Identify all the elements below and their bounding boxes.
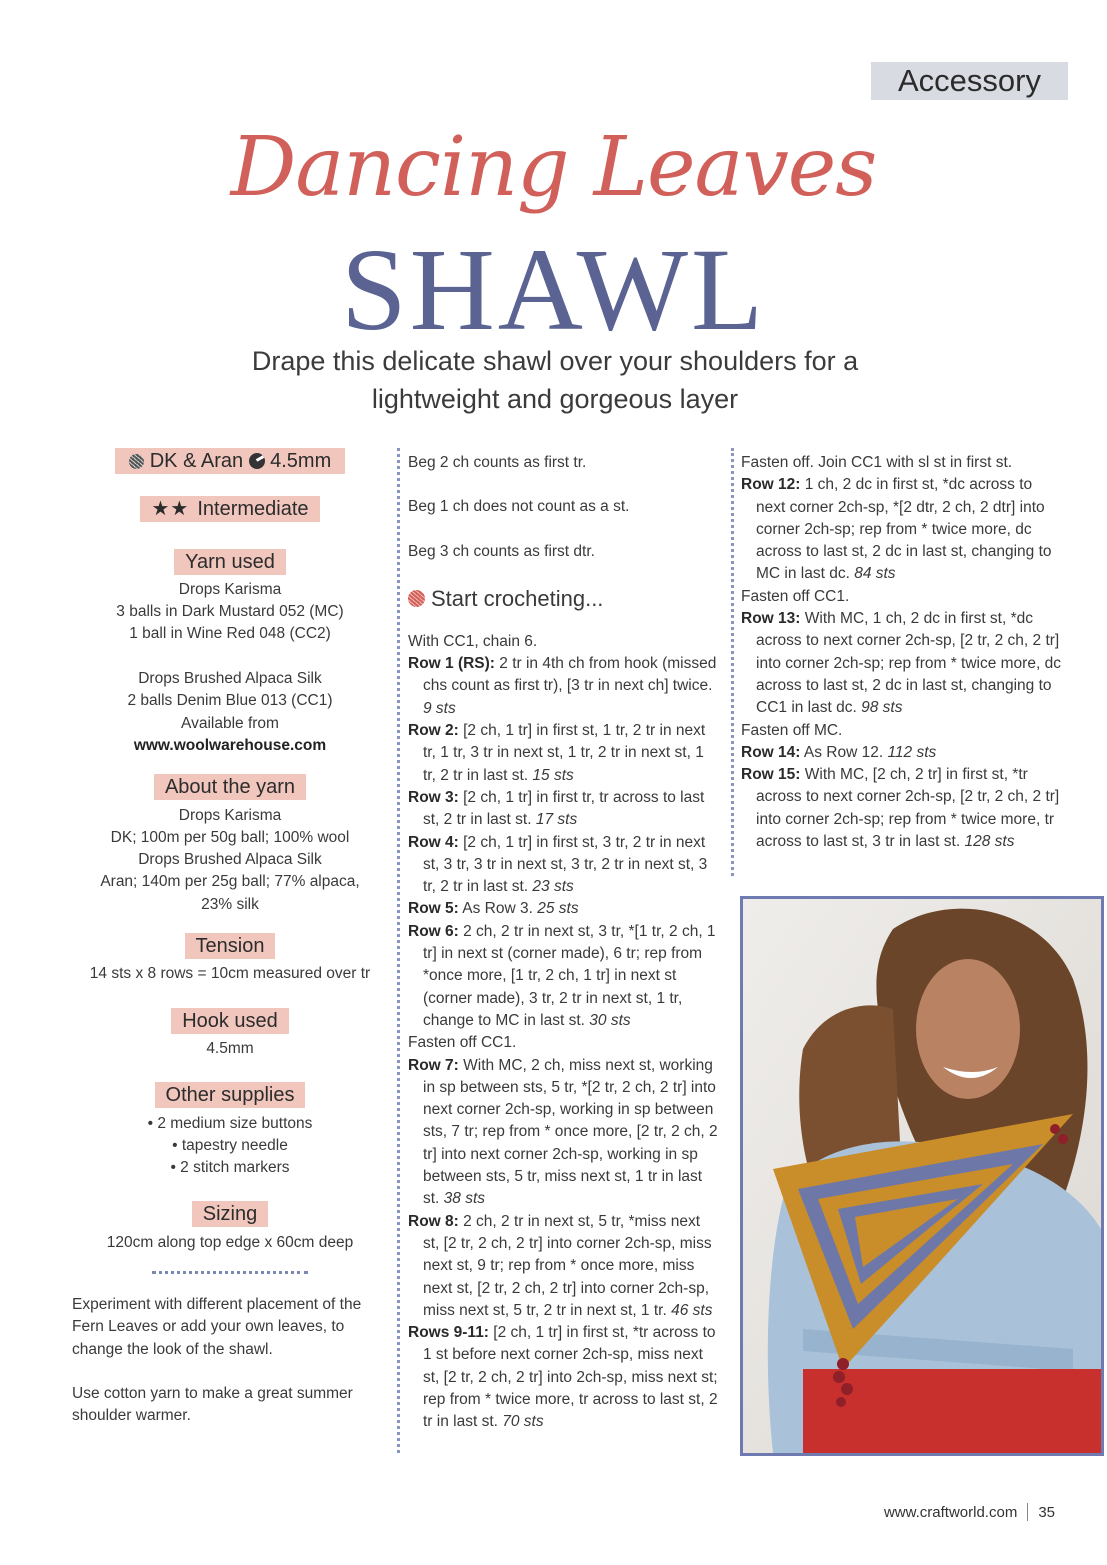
other-supplies-heading: Other supplies bbox=[155, 1082, 306, 1108]
about-yarn-lines bbox=[72, 805, 388, 916]
stockist-link[interactable]: www.woolwarehouse.com bbox=[133, 736, 327, 754]
dotted-divider bbox=[152, 1271, 308, 1274]
category-tag: Accessory bbox=[871, 62, 1068, 100]
row-instructions: Fasten off CC1. bbox=[741, 587, 850, 605]
footer-url[interactable]: www.craftworld.com bbox=[883, 1504, 1018, 1521]
row-label: Row 3: bbox=[408, 788, 459, 806]
row-instructions: With MC, 1 ch, 2 dc in first st, *dc across to next corner 2ch-sp, [2 tr, 2 ch, 2 tr] into corner 2ch-sp; rep from * twice more, dc across to last st, 2 dc in last st, changing to CC1 in last dc. bbox=[756, 610, 1061, 717]
weight-hook-badge bbox=[115, 448, 346, 474]
yarn-used-heading: Yarn used bbox=[174, 549, 286, 575]
row-instructions: 2 ch, 2 tr in next st, 3 tr, *[1 tr, 2 ch, 1 tr] in next st (corner made), 6 tr; rep from *once more, [1 tr, 2 ch, 1 tr] in next st (corner made), 3 tr, 2 tr in next st, 1 tr, change to MC in last st. bbox=[423, 922, 716, 1029]
stitch-count: 30 sts bbox=[589, 1011, 631, 1029]
pattern-row bbox=[408, 1322, 720, 1433]
pattern-rows bbox=[741, 452, 1061, 853]
tip-text: Use cotton yarn to make a great summer shoulder warmer. bbox=[72, 1384, 353, 1425]
row-instructions: With CC1, chain 6. bbox=[408, 632, 538, 650]
hook-icon bbox=[249, 453, 265, 469]
abbreviation-note: Beg 1 ch does not count as a st. bbox=[408, 498, 630, 516]
stitch-count: 25 sts bbox=[537, 900, 579, 918]
row-instructions: Fasten off CC1. bbox=[408, 1034, 517, 1052]
row-instructions: [2 ch, 1 tr] in first st, *tr across to 1 st before next corner 2ch-sp, miss next st, [2 tr, 2 ch, 2 tr] into 2ch-sp, miss next st; rep from * twice more, tr across to last st, 2 tr in last st. bbox=[423, 1324, 718, 1431]
pattern-row bbox=[741, 474, 1061, 585]
pattern-rows bbox=[408, 631, 720, 1434]
row-label: Row 7: bbox=[408, 1056, 459, 1074]
hook-used-section bbox=[72, 1008, 388, 1034]
stitch-count: 84 sts bbox=[854, 565, 896, 583]
row-label: Row 8: bbox=[408, 1212, 459, 1230]
row-instructions: With MC, 2 ch, miss next st, working in sp between sts, 5 tr, *[2 tr, 2 ch, 2 tr] into next corner 2ch-sp, working in sp between sts, 7 tr; rep from * once more, [2 tr, 2 ch, 2 tr] into next corner 2ch-sp, working in sp between sts, 5 tr, miss next st, 1 tr in last st. bbox=[423, 1056, 718, 1208]
page-number: 35 bbox=[1038, 1504, 1055, 1521]
yarn-line: Available from bbox=[181, 714, 279, 732]
pattern-row bbox=[408, 1032, 720, 1054]
subtitle-line-2: lightweight and gorgeous layer bbox=[371, 384, 739, 414]
row-label: Row 5: bbox=[408, 900, 459, 918]
footer-divider bbox=[1027, 1503, 1028, 1521]
abbreviation-note: Beg 2 ch counts as first tr. bbox=[408, 454, 587, 471]
row-label: Row 12: bbox=[741, 476, 801, 494]
pattern-row bbox=[408, 631, 720, 653]
hook-size-text: 4.5mm bbox=[270, 450, 332, 472]
model-photo bbox=[740, 896, 1104, 1456]
row-instructions: As Row 12. bbox=[800, 743, 888, 761]
pattern-row bbox=[741, 720, 1061, 742]
difficulty-row bbox=[72, 496, 388, 522]
subtitle-line-1: Drape this delicate shawl over your shoulders for a bbox=[251, 346, 859, 376]
pattern-row bbox=[408, 653, 720, 720]
row-instructions: 2 tr in 4th ch from hook (missed chs count as first tr), [3 tr in next ch] twice. bbox=[423, 655, 717, 695]
hook-used-heading: Hook used bbox=[171, 1008, 289, 1034]
pattern-row bbox=[741, 608, 1061, 719]
row-instructions: 1 ch, 2 dc in first st, *dc across to next corner 2ch-sp, *[2 dtr, 2 ch, 2 dtr] into corner 2ch-sp; rep from * twice more, dc across to last st, 2 dc in last st, changing to MC in last dc. bbox=[756, 476, 1052, 583]
info-column bbox=[72, 448, 388, 1450]
row-instructions: [2 ch, 1 tr] in first st, 3 tr, 2 tr in next st, 3 tr, 3 tr in next st, 3 tr, 2 tr in next st, 3 tr, 2 tr in last st. bbox=[423, 833, 708, 896]
row-instructions: 2 ch, 2 tr in next st, 5 tr, *miss next st, [2 tr, 2 ch, 2 tr] into corner 2ch-sp, miss next st, 9 tr; rep from * once more, miss next st, [2 tr, 2 ch, 2 tr] into corner 2ch-sp, miss next st, 5 tr, 2 tr in next st, 1 tr. bbox=[423, 1212, 712, 1319]
about-line: 23% silk bbox=[201, 895, 259, 913]
yarn-used-section bbox=[72, 549, 388, 575]
abbreviation-note: Beg 3 ch counts as first dtr. bbox=[408, 542, 595, 560]
tip-text: Experiment with different placement of the Fern Leaves or add your own leaves, to change the look of the shawl. bbox=[72, 1296, 362, 1358]
pattern-row bbox=[408, 720, 720, 787]
stitch-count: 70 sts bbox=[502, 1413, 544, 1431]
about-line: Drops Brushed Alpaca Silk bbox=[138, 851, 322, 869]
difficulty-badge bbox=[140, 496, 319, 522]
pattern-row bbox=[741, 452, 1061, 474]
row-instructions: With MC, [2 ch, 2 tr] in first st, *tr across to next corner 2ch-sp, [2 tr, 2 ch, 2 tr] into corner 2ch-sp; rep from * twice more, tr across to last st, 3 tr in last st. bbox=[756, 766, 1060, 851]
supply-item: • 2 medium size buttons bbox=[147, 1114, 313, 1132]
stitch-count: 38 sts bbox=[443, 1190, 486, 1208]
difficulty-text: Intermediate bbox=[197, 498, 309, 521]
pattern-row bbox=[741, 586, 1061, 608]
weight-text: DK & Aran bbox=[149, 450, 244, 472]
about-line: DK; 100m per 50g ball; 100% wool bbox=[110, 828, 350, 846]
sizing-text: 120cm along top edge x 60cm deep bbox=[106, 1233, 354, 1251]
yarn-ball-icon bbox=[408, 590, 425, 607]
yarn-used-lines bbox=[72, 579, 388, 757]
tension-text: 14 sts x 8 rows = 10cm measured over tr bbox=[89, 965, 371, 983]
pattern-row bbox=[408, 1055, 720, 1211]
yarn-line: Drops Brushed Alpaca Silk bbox=[138, 670, 322, 688]
abbreviations bbox=[408, 452, 720, 563]
page-title: SHAWL bbox=[340, 224, 767, 355]
about-line: Aran; 140m per 25g ball; 77% alpaca, bbox=[100, 873, 360, 891]
stitch-count: 15 sts bbox=[532, 766, 574, 784]
pattern-row bbox=[408, 832, 720, 899]
title-script: Dancing Leaves bbox=[230, 120, 877, 215]
stitch-count: 112 sts bbox=[887, 743, 937, 761]
yarn-line: 1 ball in Wine Red 048 (CC2) bbox=[129, 625, 331, 643]
column-divider bbox=[397, 448, 400, 1453]
stitch-count: 17 sts bbox=[535, 811, 578, 829]
yarn-line-gap bbox=[72, 646, 388, 668]
stitch-count: 98 sts bbox=[861, 699, 903, 717]
sizing-section bbox=[72, 1201, 388, 1227]
supplies-list bbox=[72, 1113, 388, 1180]
pattern-column-middle bbox=[408, 452, 720, 1434]
row-label: Row 14: bbox=[741, 743, 801, 761]
row-label: Row 2: bbox=[408, 722, 459, 740]
row-label: Rows 9-11: bbox=[408, 1324, 489, 1342]
row-label: Row 6: bbox=[408, 922, 459, 940]
yarn-line: 3 balls in Dark Mustard 052 (MC) bbox=[116, 603, 344, 621]
pattern-row bbox=[408, 787, 720, 832]
row-label: Row 15: bbox=[741, 766, 801, 784]
pattern-column-right bbox=[741, 452, 1061, 853]
supply-item: • tapestry needle bbox=[172, 1136, 288, 1154]
yarn-line: Drops Karisma bbox=[178, 580, 282, 598]
stitch-count: 128 sts bbox=[964, 833, 1015, 851]
pattern-row bbox=[741, 742, 1061, 764]
pattern-row bbox=[741, 764, 1061, 853]
pattern-row bbox=[408, 1211, 720, 1322]
about-yarn-heading: About the yarn bbox=[154, 774, 306, 800]
stitch-count: 9 sts bbox=[423, 699, 456, 717]
start-heading-text: Start crocheting... bbox=[431, 585, 604, 611]
row-label: Row 4: bbox=[408, 833, 459, 851]
row-instructions: [2 ch, 1 tr] in first tr, tr across to last st, 2 tr in last st. bbox=[423, 788, 705, 829]
yarn-line: 2 balls Denim Blue 013 (CC1) bbox=[127, 692, 333, 710]
other-supplies-section bbox=[72, 1082, 388, 1108]
difficulty-stars: ★★ bbox=[151, 498, 190, 521]
row-instructions: Fasten off. Join CC1 with sl st in first st. bbox=[741, 454, 1013, 471]
pattern-row bbox=[408, 898, 720, 920]
start-crocheting-heading bbox=[408, 585, 720, 613]
sizing-heading: Sizing bbox=[192, 1201, 268, 1227]
column-divider bbox=[731, 448, 734, 876]
row-instructions: [2 ch, 1 tr] in first st, 1 tr, 2 tr in next tr, 1 tr, 3 tr in next st, 1 tr, 2 tr in next st, 1 tr, 2 tr in last st. bbox=[423, 722, 706, 784]
yarn-ball-icon bbox=[129, 454, 144, 469]
tension-heading: Tension bbox=[185, 933, 276, 959]
hook-used-text: 4.5mm bbox=[206, 1039, 254, 1057]
footer bbox=[884, 1503, 1055, 1521]
stitch-count: 46 sts bbox=[671, 1301, 713, 1319]
row-label: Row 1 (RS): bbox=[408, 655, 495, 673]
weight-hook-row bbox=[72, 448, 388, 474]
model-wearing-shawl-image bbox=[743, 899, 1101, 1453]
subtitle bbox=[150, 342, 960, 418]
tension-section bbox=[72, 933, 388, 959]
about-line: Drops Karisma bbox=[178, 806, 282, 824]
row-label: Row 13: bbox=[741, 610, 801, 628]
row-instructions: Fasten off MC. bbox=[741, 721, 843, 739]
pattern-row bbox=[408, 921, 720, 1032]
about-yarn-section bbox=[72, 774, 388, 800]
stitch-count: 23 sts bbox=[532, 878, 574, 896]
supply-item: • 2 stitch markers bbox=[170, 1159, 290, 1177]
row-instructions: As Row 3. bbox=[458, 900, 538, 918]
